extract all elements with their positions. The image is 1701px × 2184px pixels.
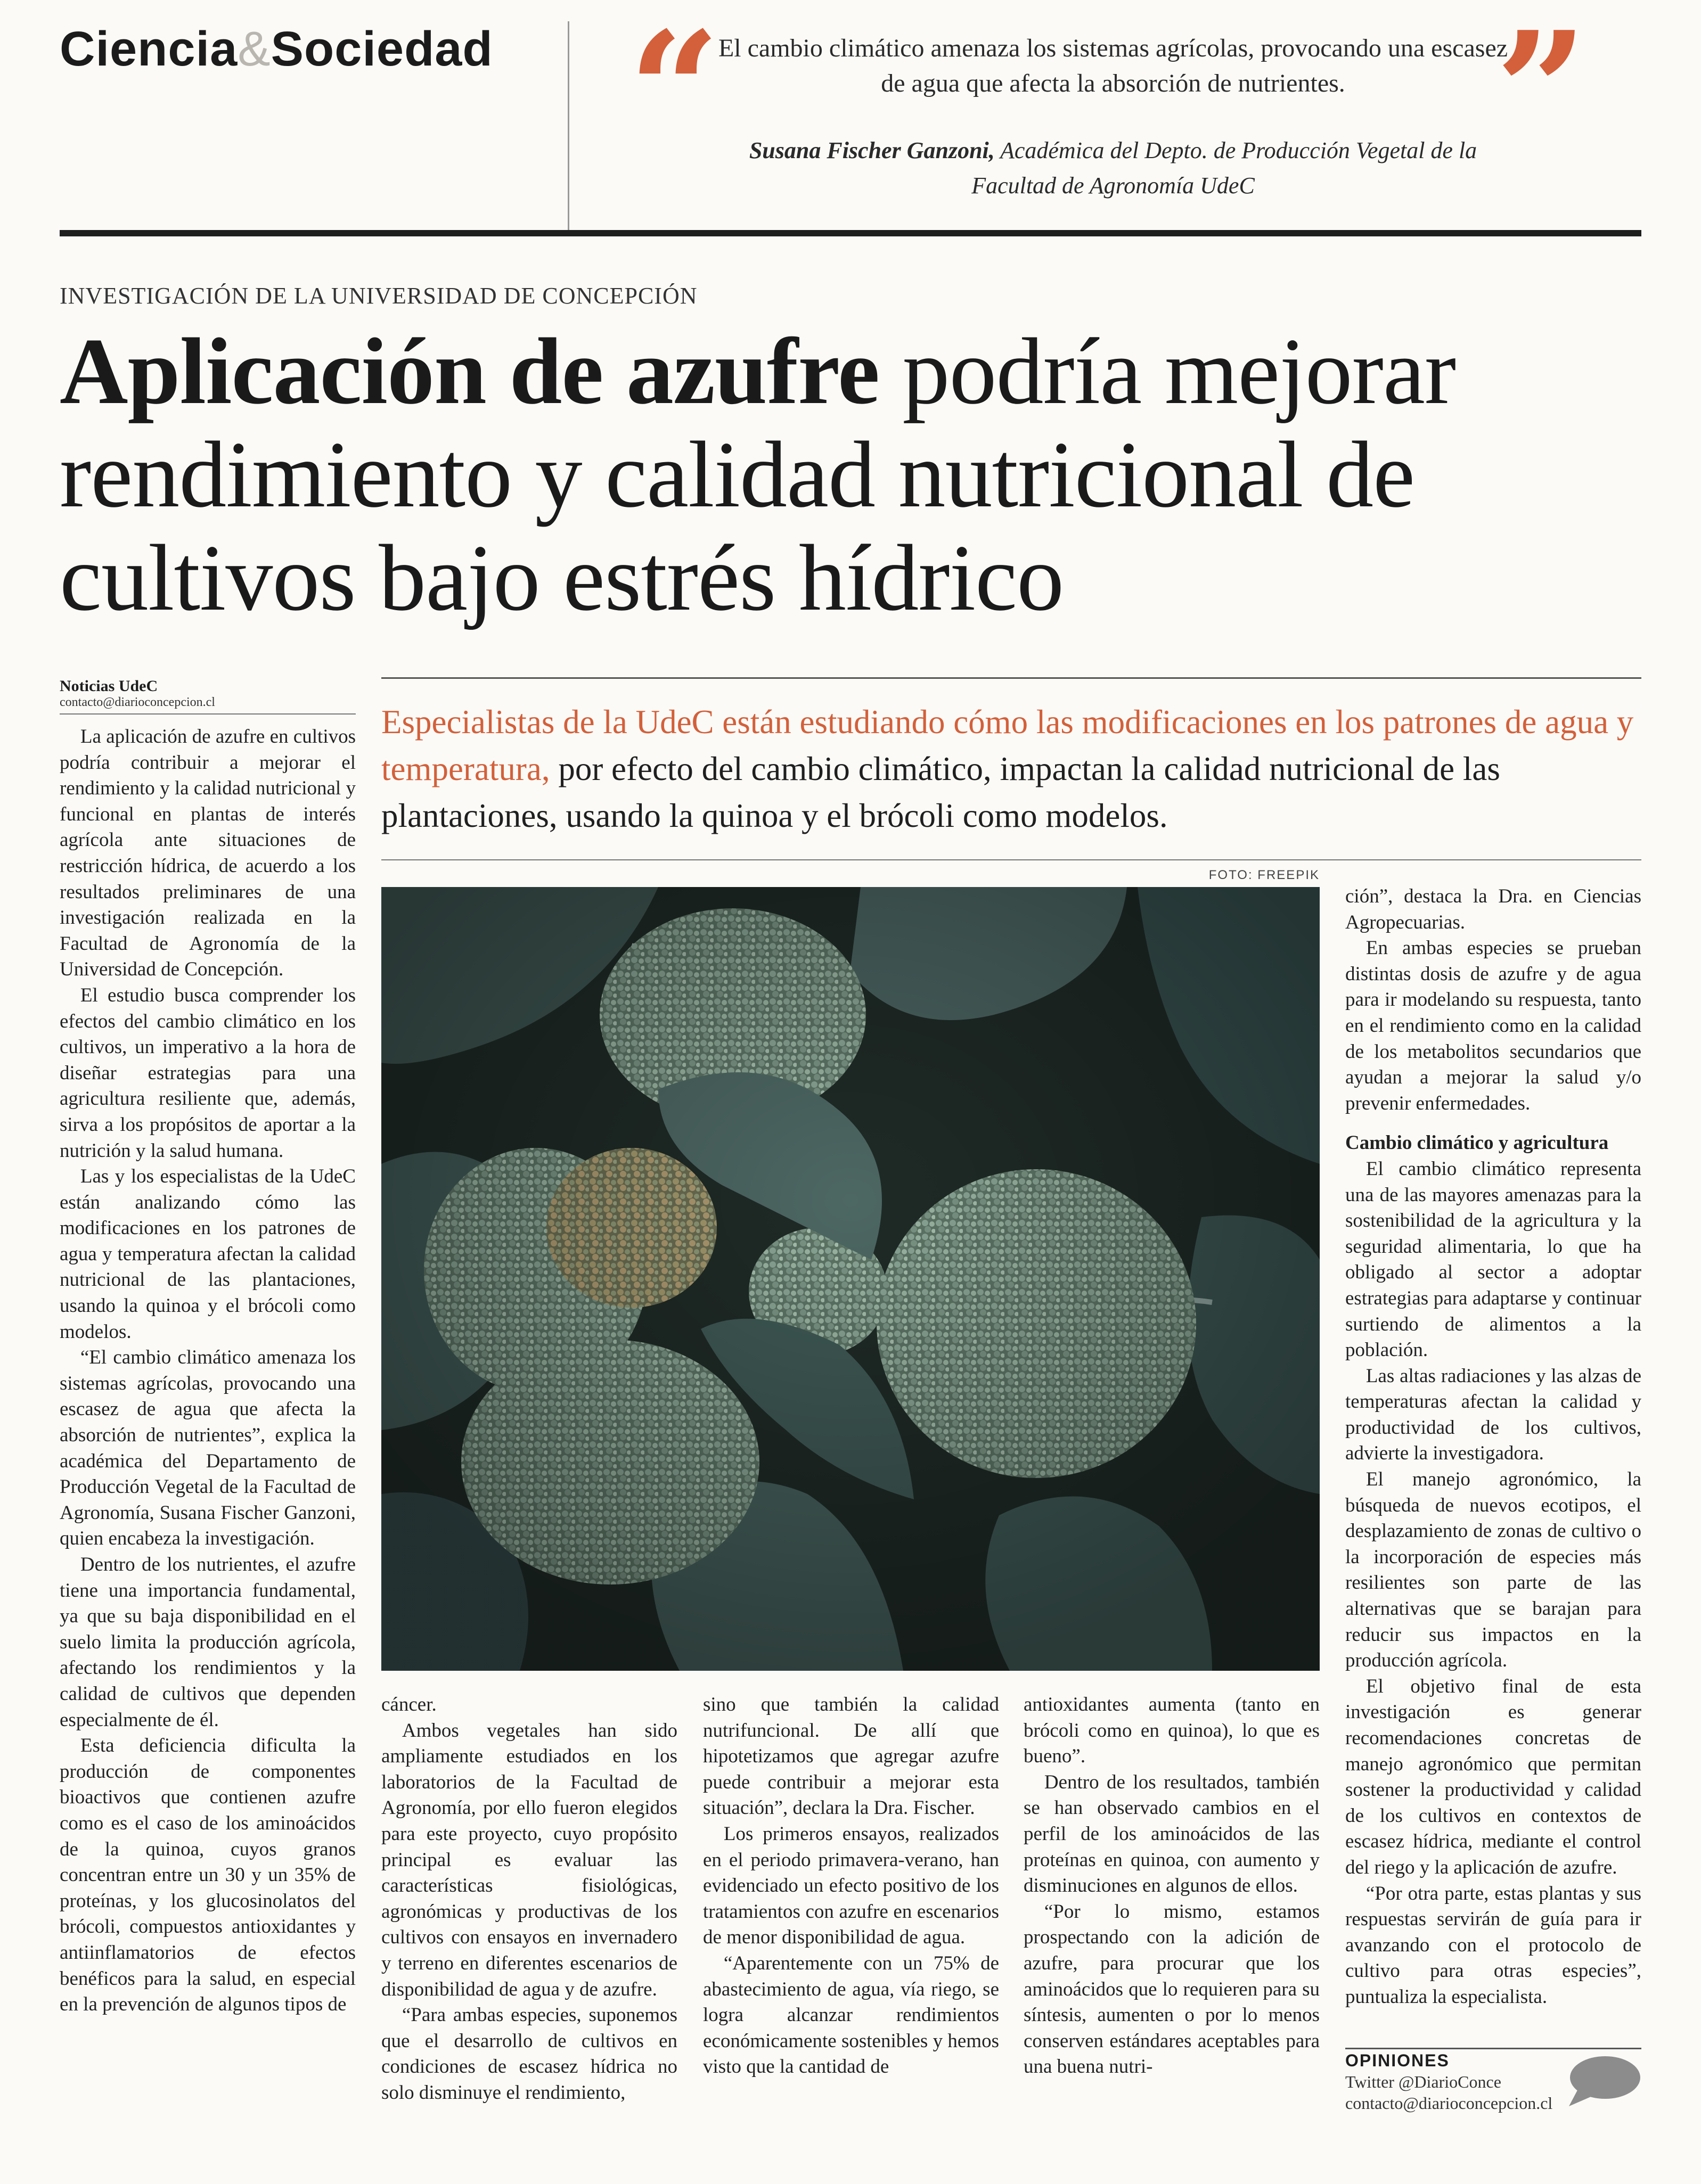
article-paragraph: Dentro de los nutrientes, el azufre tiene una importancia fundamental, ya que su baja disponibilidad en el suelo limita la producción agrícola, afectando los rendimientos y la calidad de cultivos que dependen especialmente de él. [60,1554,356,1731]
article-paragraph: El objetivo final de esta investigación es generar recomendaciones concretas de manejo agronómico que permitan sostener la productividad y calidad de los cultivos en contextos de escasez hídrica, mediante el control del riego y la aplicación de azufre. [1345,1675,1641,1878]
article-column-3 [703,1692,999,2080]
article-paragraph: En ambas especies se prueban distintas dosis de azufre y de agua para ir modelando su respuesta, tanto en el rendimiento como en la calidad de los metabolitos secundarios que ayudan a mejorar la salud y/o prevenir enfermedades. [1345,937,1641,1114]
section-title-amp: & [238,22,271,76]
article-paragraph: Ambos vegetales han sido ampliamente estudiados en los laboratorios de la Facultad de Agronomía, por ello fueron elegidos para este proyecto, cuyo propósito principal es evaluar las características fisiológicas, agronómicas y productivas de los cultivos con ensayos en invernadero y terreno en diferentes escenarios de disponibilidad de agua y de azufre. [381,1719,677,2000]
article-paragraph: Las altas radiaciones y las alzas de temperaturas afectan la calidad y productividad de los cultivos, advierte la investigadora. [1345,1365,1641,1465]
article-column-2 [381,1692,677,2106]
article-paragraph: “Aparentemente con un 75% de abastecimiento de agua, vía riego, se logra alcanzar rendimientos económicamente sostenibles y hemos visto que la cantidad de [703,1952,999,2078]
byline-rule [60,713,356,715]
article-paragraph: Esta deficiencia dificulta la producción de componentes bioactivos que contienen azufre como es el caso de los aminoácidos de la quinoa, cuyos granos concentran entre un 30 y un 35% de proteínas, y los glucosinolatos del brócoli, compuestos antioxidantes y antiinflamatorios de efectos benéficos para la salud, en especial en la prevención de algunos tipos de [60,1735,356,2016]
section-title-right: Sociedad [271,22,493,76]
opinion-rule [1345,2048,1641,2049]
header-divider [568,21,569,233]
article-paragraph: “El cambio climático amenaza los sistemas agrícolas, provocando una escasez de agua que afecta la absorción de nutrientes”, explica la académica del Departamento de Producción Vegetal de la Facultad de Agronomía, Susana Fischer Ganzoni, quien encabeza la investigación. [60,1346,356,1550]
byline-email[interactable]: contacto@diarioconcepcion.cl [60,695,215,709]
subheading: Cambio climático y agricultura [1345,1132,1609,1154]
kicker: INVESTIGACIÓN DE LA UNIVERSIDAD DE CONCEPCIÓN [60,283,698,309]
opinion-title: OPINIONES [1345,2051,1450,2070]
article-paragraph: sino que también la calidad nutrifuncional. De allí que hipotetizamos que agregar azufre puede contribuir a mejorar esta situación”, declara la Dra. Fischer. [703,1694,999,1819]
column-5-part-a [1345,884,1641,1116]
article-paragraph: El cambio climático representa una de las mayores amenazas para la sostenibilidad de la agricultura y la seguridad alimentaria, lo que ha obligado al sector a adoptar estrategias para adaptarse y continuar surtiendo de alimentos a la población. [1345,1157,1641,1361]
article-column-5 [1345,884,1641,2010]
article-paragraph: antioxidantes aumenta (tanto en brócoli como en quinoa), lo que es bueno”. [1024,1694,1320,1768]
article-paragraph: Las y los especialistas de la UdeC están analizando cómo las modificaciones en los patrones de agua y temperatura afectan la calidad nutricional de las plantaciones, usando la quinoa y el brócoli como modelos. [60,1165,356,1343]
open-quote-icon: “ [628,0,721,184]
article-paragraph: ción”, destaca la Dra. en Ciencias Agropecuarias. [1345,885,1641,933]
headline-bold: Aplicación de azufre [60,318,879,424]
broccoli-photo [381,887,1320,1671]
headline-rest: podría mejorar rendimiento y calidad nutricional de cultivos bajo estrés hídrico [60,318,1456,630]
article-paragraph: Los primeros ensayos, realizados en el periodo primavera-verano, han evidenciado un efecto positivo de los tratamientos con azufre en escenarios de menor disponibilidad de agua. [703,1822,999,1949]
section-title [60,21,493,77]
pull-quote-author [714,133,1512,203]
article-column-4 [1024,1692,1320,2080]
summary-highlight: Especialistas de la UdeC están estudiando cómo las modificaciones en los patrones de agua y temperatura, [381,703,1634,787]
byline-name: Noticias UdeC [60,677,158,695]
close-quote-icon: ” [1495,0,1588,184]
article-column-1 [60,724,356,2018]
pull-quote-author-name: Susana Fischer Ganzoni, [749,137,995,163]
article-paragraph: “Por lo mismo, estamos prospectando con la adición de azufre, para procurar que los aminoácidos que lo requieren para su síntesis, aumenten o por lo menos conserven estándares aceptables para una buena nutri- [1024,1900,1320,2078]
chat-bubble-icon [1566,2053,1641,2108]
article-paragraph: “Para ambas especies, suponemos que el desarrollo de cultivos en condiciones de escasez hídrica no solo disminuye el rendimiento, [381,2004,677,2104]
article-paragraph: La aplicación de azufre en cultivos podría contribuir a mejorar el rendimiento y la calidad nutricional y funcional en plantas de interés agrícola ante situaciones de restricción hídrica, de acuerdo a los resultados preliminares de una investigación realizada en la Facultad de Agronomía de la Universidad de Concepción. [60,726,356,981]
photo-credit: FOTO: FREEPIK [1208,868,1320,882]
summary [381,699,1643,839]
pull-quote-text: El cambio climático amenaza los sistemas agrícolas, provocando una escasez de agua que afecta la absorción de nutrientes. [718,34,1508,97]
column-5-part-b [1345,1156,1641,2010]
article-paragraph: El estudio busca comprender los efectos del cambio climático en los cultivos, un imperativo a la hora de diseñar estrategias para una agricultura resiliente que, además, sirva a los propósitos de aportar a la nutrición y la salud humana. [60,984,356,1162]
opinion-email[interactable]: contacto@diarioconcepcion.cl [1345,2093,1553,2113]
article-paragraph: Dentro de los resultados, también se han observado cambios en el perfil de los aminoácidos de las proteínas en quinoa, con aumento y disminuciones en algunos de ellos. [1024,1771,1320,1897]
summary-rule-top [381,677,1641,679]
section-title-left: Ciencia [60,22,238,76]
header-rule [60,230,1641,236]
summary-rest: por efecto del cambio climático, impactan la calidad nutricional de las plantaciones, usando la quinoa y el brócoli como modelos. [381,750,1500,834]
summary-rule-bottom [381,859,1641,860]
pull-quote-author-role: Académica del Depto. de Producción Vegetal de la Facultad de Agronomía UdeC [971,137,1477,199]
article-paragraph: cáncer. [381,1694,437,1715]
opinion-twitter[interactable]: Twitter @DiarioConce [1345,2072,1501,2091]
headline [60,319,1647,629]
article-paragraph: El manejo agronómico, la búsqueda de nuevos ecotipos, el desplazamiento de zonas de cultivo o la incorporación de especies más resilientes son parte de las alternativas que se barajan para reducir sus impactos en la producción agrícola. [1345,1468,1641,1672]
article-paragraph: “Por otra parte, estas plantas y sus respuestas servirán de guía para ir avanzando con el protocolo de cultivo para otras especies”, puntualiza la especialista. [1345,1882,1641,2008]
